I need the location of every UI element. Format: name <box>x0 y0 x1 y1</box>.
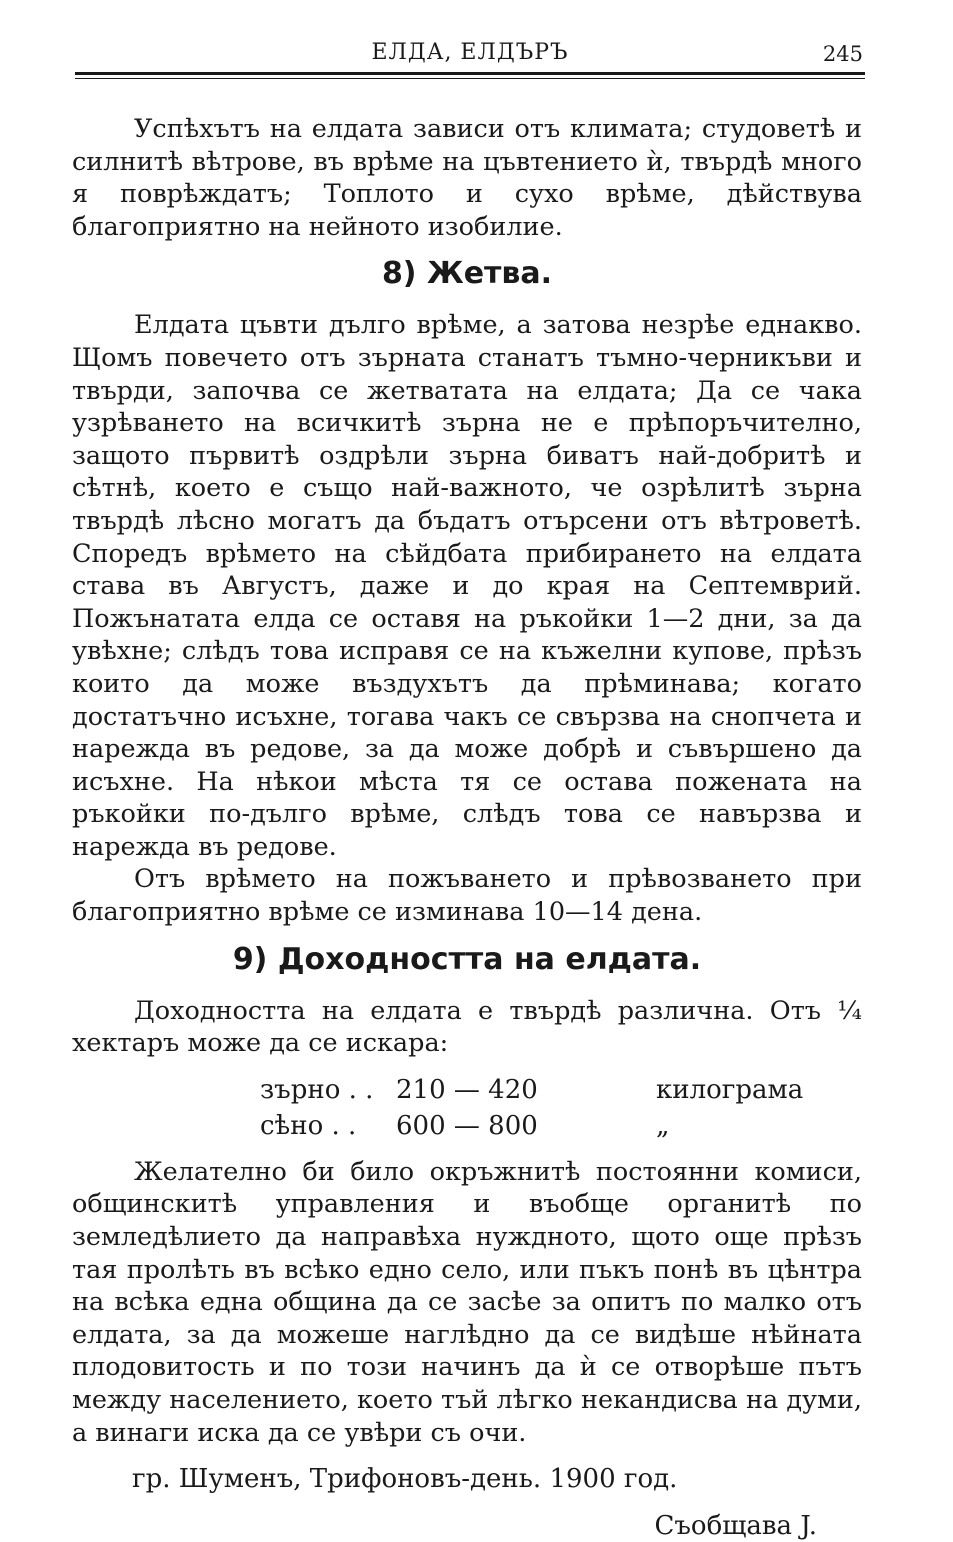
header-rule-thick <box>75 72 865 75</box>
yield-row-hay <box>260 1108 862 1144</box>
yield-label: зърно . . <box>260 1074 374 1105</box>
paragraph-recommendation: Желателно би било окръжнитѣ постоянни комиси, общинскитѣ управления и въобще органитѣ по земледѣлието да направѣха нуждното, щото още прѣзъ тая пролѣть въ всѣко едно село, или пъкъ понѣ въ цѣнтра на всѣка една община да се засѣе за опитъ по малко отъ елдата, за да можеше наглѣдно да се видѣше нѣйната плодовитость и по този начинъ да ѝ се отворѣше пътъ между населението, което тъй лѣгко некандисва на думи, а винаги иска да се увѣри съ очи. <box>72 1156 862 1448</box>
signature: Съобщава J. <box>654 1510 817 1541</box>
running-head <box>75 38 865 68</box>
body-text <box>72 113 862 1542</box>
paragraph-climate: Успѣхътъ на елдата зависи отъ климата; студоветѣ и силнитѣ вѣтрове, въ врѣме на цъвтението ѝ, твърдѣ много я поврѣждатъ; Топлото и сухо врѣме, дѣйствува благоприятно на нейното изобилие. <box>72 114 862 242</box>
yield-row-grain <box>260 1072 862 1108</box>
yield-unit: килограма <box>656 1074 804 1105</box>
paragraph-harvest-duration: Отъ врѣмето на пожъването и прѣвозването при благоприятно врѣме се изминава 10—14 дена. <box>72 864 862 928</box>
place-date: гр. Шуменъ, Трифоновъ-день. 1900 год. <box>132 1464 678 1495</box>
yield-range: 600 — 800 <box>396 1110 538 1141</box>
paragraph-yield-intro: Доходността на елдата е твърдѣ различна. Отъ ¼ хектаръ може да се искара: <box>72 995 862 1059</box>
yield-table <box>260 1072 862 1144</box>
page-number: 245 <box>822 42 863 66</box>
yield-unit: „ <box>656 1110 670 1141</box>
yield-label: сѣно . . <box>260 1110 357 1141</box>
running-title: ЕЛДА, ЕЛДЪРЪ <box>371 40 569 65</box>
header-rule-thin <box>75 78 865 79</box>
yield-range: 210 — 420 <box>396 1074 538 1105</box>
paragraph-harvest: Елдата цъвти дълго врѣме, а затова незрѣе еднакво. Щомъ повечето отъ зърната станатъ тъмно-черникъви и твърди, започва се жетватата на елдата; Да се чака узрѣването на всичкитѣ зърна не е прѣпоръчително, защото първитѣ оздрѣли зърна биватъ най-добритѣ и сѣтнѣ, което е също най-важното, че озрѣлитѣ зърна твърдѣ лѣсно могатъ да бъдатъ отърсени отъ вѣтроветѣ. Споредъ врѣмето на сѣйдбата прибирането на елдата става въ Августъ, даже и до края на Септемврий. Пожънатата елда се оставя на ръкойки 1—2 дни, за да увѣхне; слѣдъ това исправя се на къжелни купове, прѣзъ които да може въздухътъ да прѣминава; когато достатъчно исъхне, тогава чакъ се свързва на снопчета и нарежда въ редове, за да може добрѣ и съвършено да исъхне. На нѣкои мѣста тя се остава пожената на ръкойки по-дълго врѣме, слѣдъ това се навързва и нарежда въ редове. <box>72 310 862 862</box>
section-heading-harvest: 8) Жетва. <box>381 256 553 292</box>
section-heading-yield: 9) Доходността на елдата. <box>232 941 702 977</box>
